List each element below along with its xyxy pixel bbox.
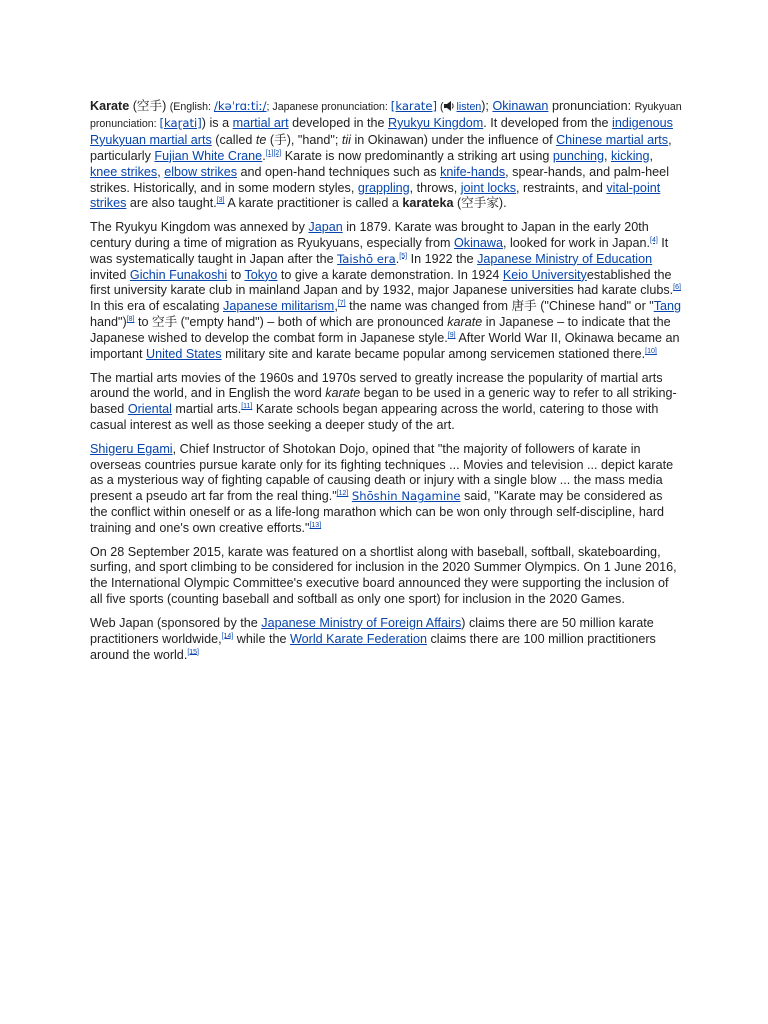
link-tokyo[interactable]: Tokyo	[244, 267, 278, 282]
text: established the first university karate club in mainland Japan and by 1932, major Japanese universities had karate clubs.	[90, 267, 674, 298]
link-elbow-strikes[interactable]: elbow strikes	[164, 164, 237, 179]
citation[interactable]	[309, 522, 321, 529]
link-tang[interactable]: Tang	[653, 299, 682, 314]
text: (	[437, 101, 444, 113]
link-united-states[interactable]: United States	[146, 347, 222, 362]
link-japanese-militarism[interactable]: Japanese militarism	[223, 299, 335, 314]
text: in 1879. Karate was brought to Japan in the early 20th century during a time of migration as Ryukyuans, especially from	[90, 219, 649, 250]
link-knee-strikes[interactable]: knee strikes	[90, 164, 158, 179]
link-ipa-ryukyuan[interactable]: [kaɽati]	[159, 115, 202, 130]
speaker-icon[interactable]	[444, 101, 455, 111]
link-ipa-english[interactable]: /kəˈrɑːtiː/	[213, 99, 267, 113]
citation-link[interactable]: [6]	[673, 284, 681, 292]
citation[interactable]	[645, 348, 657, 355]
citation-link[interactable]: [12]	[336, 490, 349, 498]
paragraph-practitioners	[90, 616, 682, 664]
link-taisho-era[interactable]: Taishō era	[337, 251, 396, 266]
link-kicking[interactable]: kicking	[611, 148, 650, 163]
text: developed in the	[288, 115, 389, 130]
citation-link[interactable]: [14]	[221, 632, 234, 640]
paragraph-popularity	[90, 371, 682, 435]
paragraph-history	[90, 220, 682, 363]
text: claims there are 100 million practitioners around the world.	[90, 631, 656, 662]
text: ; Japanese pronunciation:	[266, 101, 391, 113]
text: pronunciation:	[548, 99, 635, 113]
citation-link[interactable]: [9]	[447, 332, 456, 339]
text: hand")	[90, 315, 127, 330]
text: (空手家).	[453, 196, 507, 211]
citation-link[interactable]: [15]	[187, 648, 200, 656]
text: began to be used in a generic way to refer to all striking-based	[90, 386, 677, 417]
text: in Japanese – to indicate that the Japanese wished to develop the combat form in Japanese style.	[90, 315, 671, 346]
text: Web Japan (sponsored by the	[90, 615, 262, 630]
text: ,	[604, 148, 611, 163]
citation[interactable]	[338, 300, 346, 307]
text: to 空手 ("empty hand") – both of which are pronounced	[134, 315, 448, 330]
term-karate-italic: karate	[447, 315, 483, 330]
text: (called	[211, 132, 256, 147]
term-karate-italic: karate	[325, 386, 361, 401]
term-tii: tii	[341, 132, 351, 147]
text: , looked for work in Japan.	[502, 235, 650, 250]
citation-link[interactable]: [11]	[241, 403, 253, 411]
text: (English:	[169, 101, 214, 113]
text: (手), "hand";	[266, 132, 342, 147]
link-listen[interactable]: listen	[456, 101, 482, 113]
text: It was systematically taught in Japan after the	[90, 235, 669, 266]
text: Karate is now predominantly a striking art using	[281, 148, 553, 163]
link-punching[interactable]: punching	[552, 148, 604, 163]
link-joint-locks[interactable]: joint locks	[460, 180, 517, 195]
citation-link[interactable]: [13]	[309, 521, 322, 529]
text: martial arts.	[171, 402, 242, 417]
text: are also taught.	[126, 196, 217, 211]
text: said, "Karate may be considered as the conflict within oneself or as a life-long marathon which can be won only through self-discipline, hard training and one's own creative efforts."	[90, 489, 665, 536]
citation[interactable]	[337, 490, 349, 497]
citation-link[interactable]: [10]	[645, 347, 657, 355]
link-keio-university[interactable]: Keio University	[502, 267, 587, 282]
paragraph-intro	[90, 99, 682, 212]
text: The martial arts movies of the 1960s and 1970s served to greatly increase the popularity of martial arts around the world, and in English the word	[90, 370, 663, 401]
link-indigenous-ryukyuan-martial-arts[interactable]: indigenous Ryukyuan martial arts	[90, 115, 673, 147]
text: (空手)	[129, 99, 170, 113]
text: After World War II, Okinawa became an important	[90, 331, 680, 362]
citation-link[interactable]: [8]	[126, 316, 135, 324]
text: );	[481, 99, 493, 113]
link-vital-point-strikes[interactable]: vital-point strikes	[90, 180, 661, 211]
text: to give a karate demonstration. In 1924	[277, 267, 503, 282]
citation[interactable]	[241, 403, 252, 410]
citation[interactable]	[217, 197, 225, 204]
paragraph-opinions	[90, 442, 682, 537]
term-karateka: karateka	[402, 196, 454, 211]
link-knife-hands[interactable]: knife-hands	[440, 164, 506, 179]
text: . It developed from the	[483, 115, 613, 130]
link-chinese-martial-arts[interactable]: Chinese martial arts	[556, 132, 669, 147]
link-oriental[interactable]: Oriental	[127, 402, 172, 417]
link-japan[interactable]: Japan	[308, 219, 343, 234]
citation-link[interactable]: [4]	[650, 236, 658, 244]
citation[interactable]	[222, 632, 234, 639]
link-okinawa[interactable]: Okinawa	[453, 235, 503, 250]
text: , throws,	[409, 180, 461, 195]
text: ) claims there are 50 million karate practitioners worldwide,	[90, 615, 654, 646]
citation[interactable]	[187, 648, 199, 655]
link-fujian-white-crane[interactable]: Fujian White Crane	[154, 148, 263, 163]
paragraph-olympics	[90, 545, 682, 609]
link-ryukyu-kingdom[interactable]: Ryukyu Kingdom	[388, 115, 484, 130]
term-karate: Karate	[90, 99, 130, 113]
link-grappling[interactable]: grappling	[357, 180, 410, 195]
text: in Okinawan) under the influence of	[350, 132, 557, 147]
text: The Ryukyu Kingdom was annexed by	[90, 219, 309, 234]
text: while the	[233, 631, 290, 646]
article-body	[90, 99, 682, 671]
link-martial-art[interactable]: martial art	[232, 115, 289, 130]
text: the name was changed from 唐手 ("Chinese hand" or "	[345, 299, 654, 314]
text: , Chief Instructor of Shotokan Dojo, opined that "the majority of followers of karate in overseas countries pursue karate only for its fighting techniques ... Movies and television ... depict karate as a mysterious way of fighting capable of causing death or injury with a single blow ... the mass media present a pseudo art far from the real thing."	[90, 441, 674, 504]
citation-link[interactable]: [5]	[399, 252, 408, 260]
text: .	[395, 251, 400, 266]
citation[interactable]	[448, 332, 456, 339]
link-shoshin-nagamine[interactable]: Shōshin Nagamine	[351, 489, 461, 504]
text: Ryukyuan pronunciation:	[90, 101, 682, 130]
text: , restraints, and	[516, 180, 607, 195]
citation[interactable]	[650, 237, 658, 244]
link-ipa-japanese[interactable]: [karate]	[390, 99, 438, 113]
text: and open-hand techniques such as	[237, 164, 441, 179]
text: Karate schools began appearing across the world, catering to those with casual interest as well as those seeking a deeper study of the art.	[90, 402, 659, 433]
text: to	[227, 267, 245, 282]
text: ,	[157, 164, 165, 179]
link-okinawan[interactable]: Okinawan	[492, 99, 549, 113]
text: , spear-hands, and palm-heel strikes. Historically, and in some modern styles,	[90, 164, 669, 195]
text: In 1922 the	[407, 251, 478, 266]
text: military site and karate became popular among servicemen stationed there.	[221, 347, 646, 362]
link-shigeru-egami[interactable]: Shigeru Egami	[90, 441, 173, 456]
text: A karate practitioner is called a	[224, 196, 403, 211]
text: In this era of escalating	[90, 299, 224, 314]
text: .	[262, 148, 266, 163]
text: invited	[90, 267, 130, 282]
citation-link[interactable]: [7]	[337, 300, 346, 308]
citation-link[interactable]: [3]	[216, 197, 225, 205]
text: , particularly	[90, 132, 672, 163]
text: ,	[334, 299, 338, 314]
citation[interactable]	[266, 150, 282, 157]
citation[interactable]	[673, 284, 681, 291]
citation-link[interactable]: [1][2]	[265, 149, 282, 157]
text: On 28 September 2015, karate was featured on a shortlist along with baseball, softball, skateboarding, surfing, and sport climbing to be considered for inclusion in the 2020 Summer Olympics. On 1 June 2016, the International Olympic Committee's executive board announced they were supporting the inclusion of all five sports (counting baseball and softball as only one sport) for inclusion in the 2020 Games.	[90, 544, 677, 607]
text: ) is a	[201, 115, 233, 130]
text: ,	[649, 148, 653, 163]
link-japanese-ministry-of-education[interactable]: Japanese Ministry of Education	[477, 251, 653, 266]
link-world-karate-federation[interactable]: World Karate Federation	[289, 631, 427, 646]
link-gichin-funakoshi[interactable]: Gichin Funakoshi	[129, 267, 228, 282]
term-te: te	[255, 132, 267, 147]
link-japanese-ministry-of-foreign-affairs[interactable]: Japanese Ministry of Foreign Affairs	[261, 615, 462, 630]
citation[interactable]	[399, 252, 407, 259]
